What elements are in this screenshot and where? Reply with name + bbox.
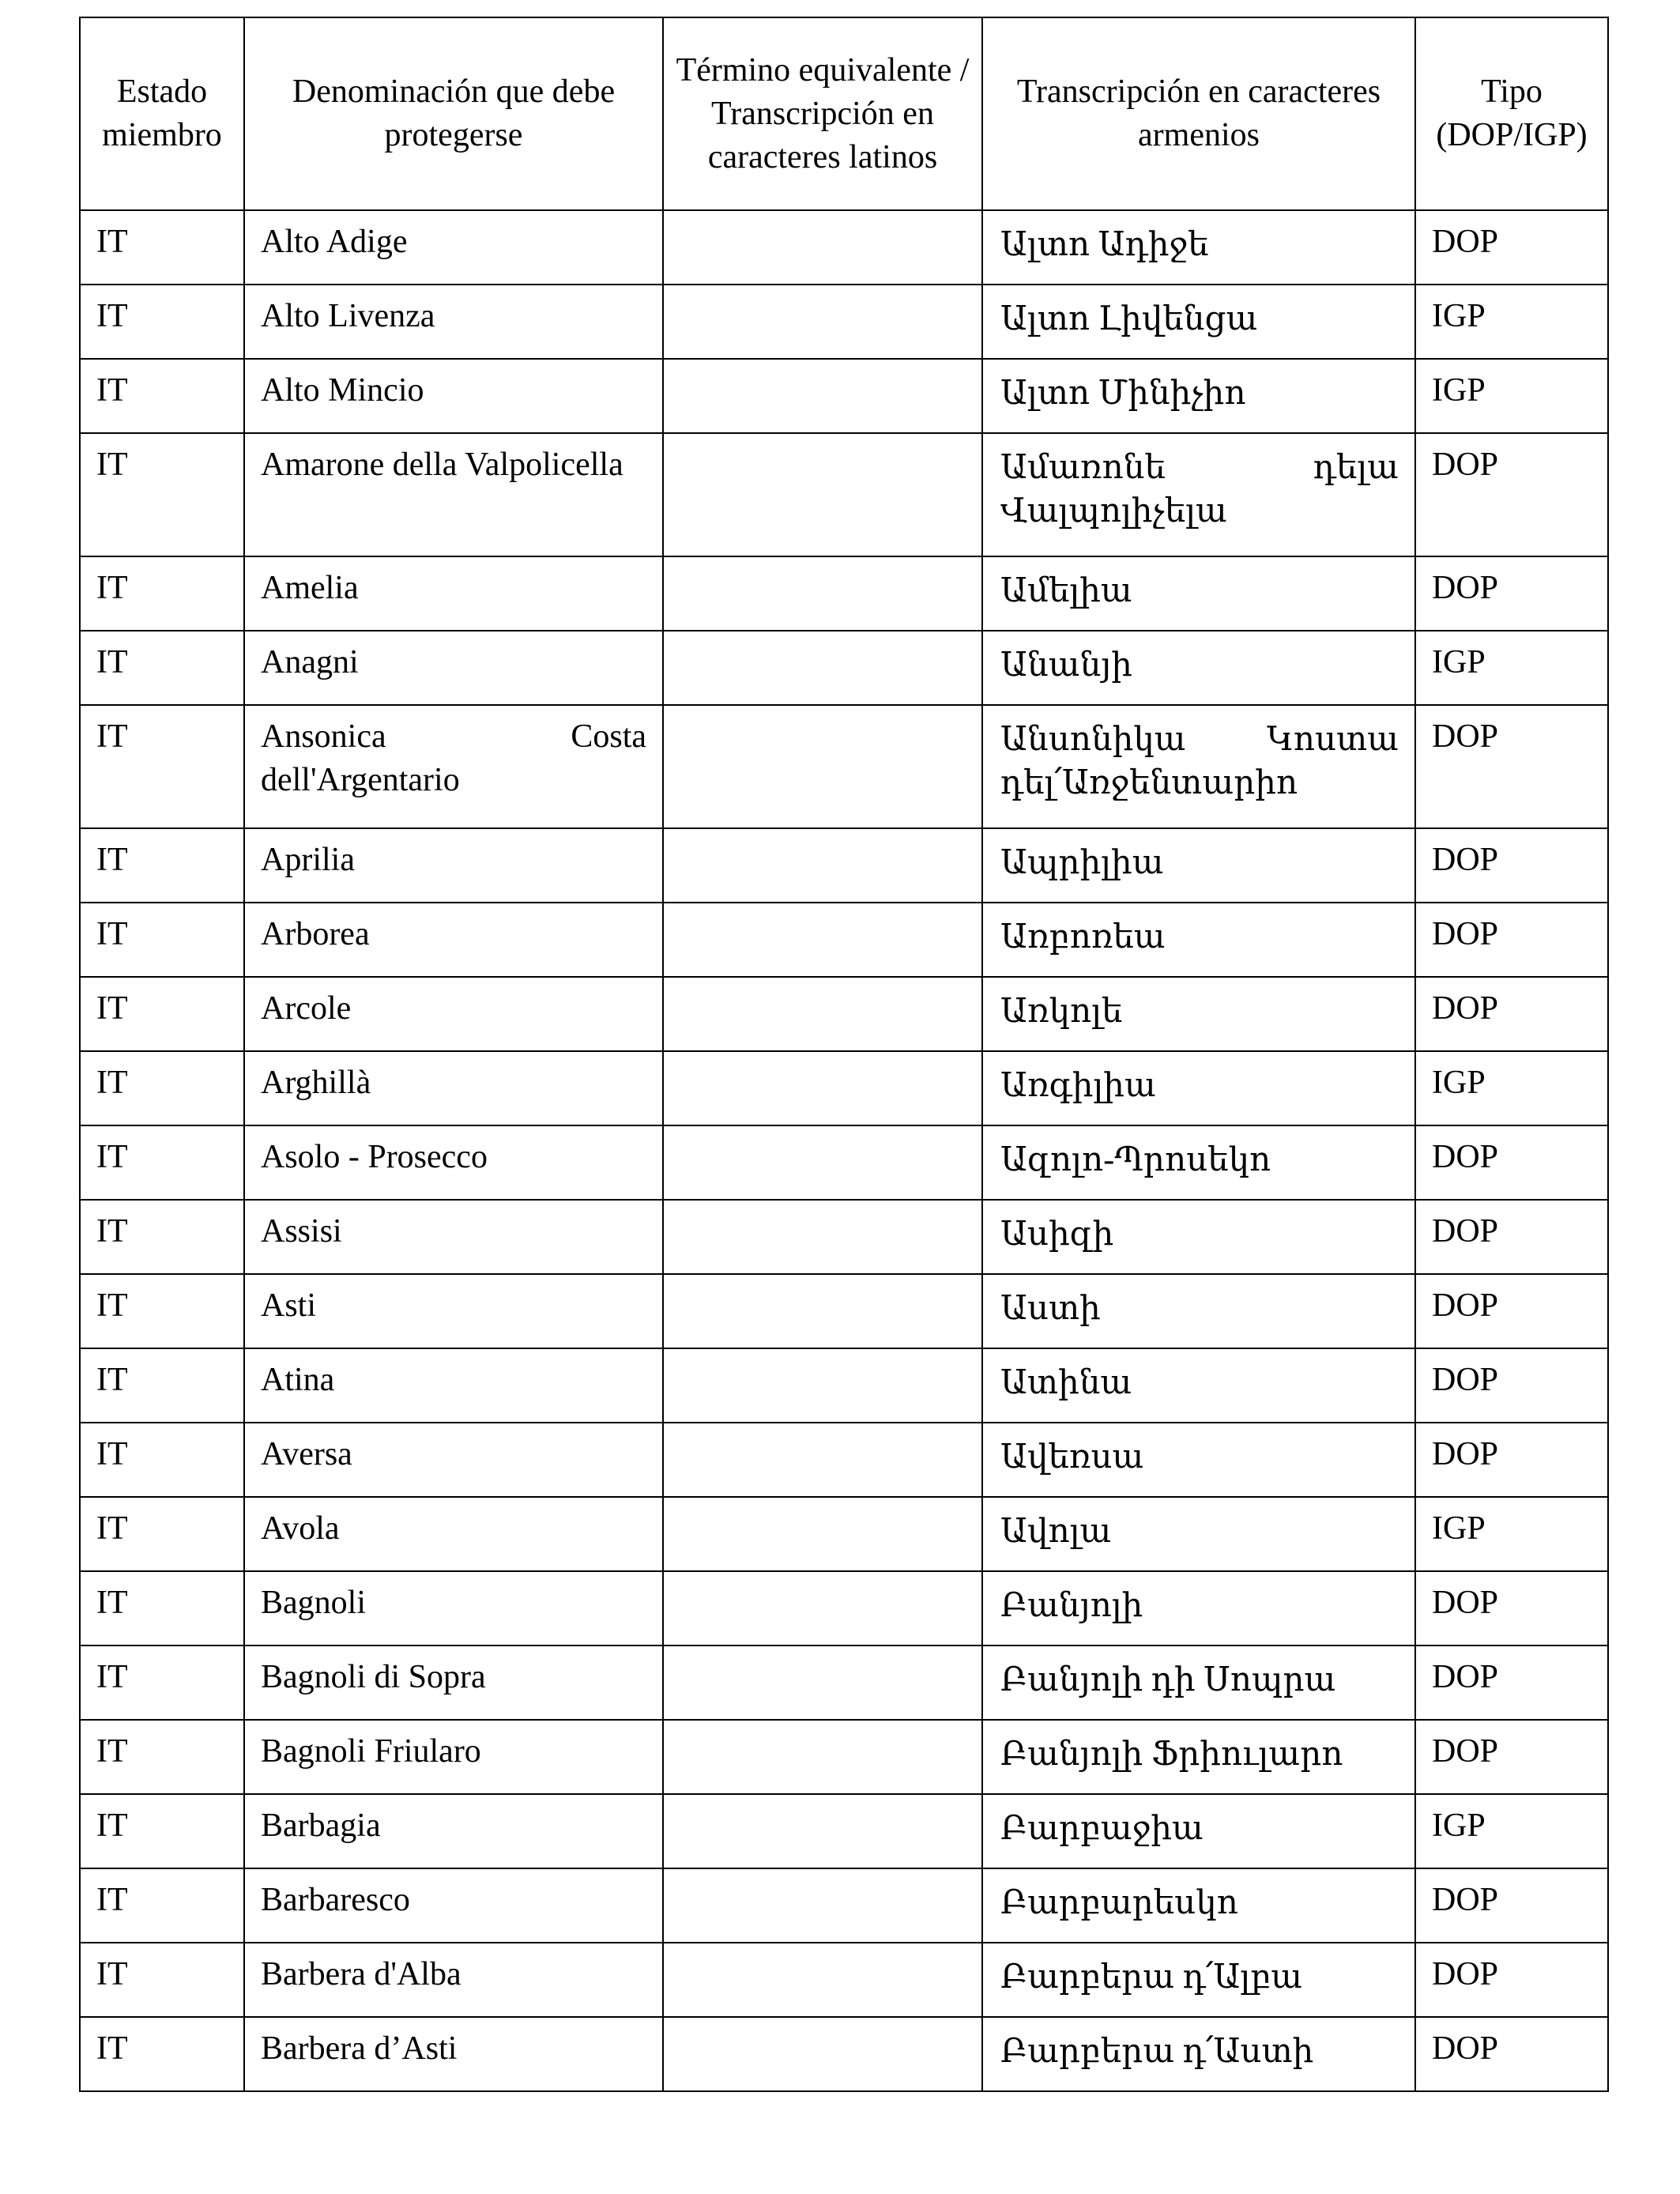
- member-state-cell: IT: [80, 359, 244, 433]
- armenian-transcription-cell: Ավեռսա: [982, 1423, 1415, 1497]
- header-member-state: Estado miembro: [80, 17, 244, 210]
- armenian-transcription-cell: Ամելիա: [982, 556, 1415, 631]
- table-row: [80, 1051, 1608, 1125]
- equivalent-term-cell: [663, 903, 982, 977]
- table-row: [80, 2017, 1608, 2091]
- member-state-cell: IT: [80, 1423, 244, 1497]
- member-state-cell: IT: [80, 433, 244, 556]
- armenian-transcription-cell: Ալտո Մինիչիո: [982, 359, 1415, 433]
- armenian-transcription-cell: Ալտո Լիվենցա: [982, 285, 1415, 359]
- member-state-cell: IT: [80, 705, 244, 828]
- type-cell: DOP: [1415, 1646, 1608, 1720]
- type-cell: IGP: [1415, 1051, 1608, 1125]
- type-cell: DOP: [1415, 903, 1608, 977]
- denomination-cell: Bagnoli: [244, 1571, 663, 1646]
- type-cell: DOP: [1415, 828, 1608, 903]
- equivalent-term-cell: [663, 1571, 982, 1646]
- member-state-cell: IT: [80, 1200, 244, 1274]
- denomination-cell: Anagni: [244, 631, 663, 705]
- denomination-cell: Aversa: [244, 1423, 663, 1497]
- type-cell: DOP: [1415, 210, 1608, 285]
- table-row: [80, 705, 1608, 828]
- equivalent-term-cell: [663, 359, 982, 433]
- type-cell: IGP: [1415, 1794, 1608, 1868]
- member-state-cell: IT: [80, 285, 244, 359]
- type-cell: DOP: [1415, 1200, 1608, 1274]
- denomination-cell: Atina: [244, 1348, 663, 1423]
- member-state-cell: IT: [80, 1274, 244, 1348]
- header-type: Tipo (DOP/IGP): [1415, 17, 1608, 210]
- member-state-cell: IT: [80, 1497, 244, 1571]
- member-state-cell: IT: [80, 1794, 244, 1868]
- denomination-cell: Amelia: [244, 556, 663, 631]
- armenian-transcription-cell: Առբոռեա: [982, 903, 1415, 977]
- type-cell: DOP: [1415, 705, 1608, 828]
- table-row: [80, 977, 1608, 1051]
- table-body: [80, 210, 1608, 2091]
- type-cell: DOP: [1415, 1125, 1608, 1200]
- table-header: [80, 17, 1608, 210]
- armenian-transcription-cell: Ապրիլիա: [982, 828, 1415, 903]
- equivalent-term-cell: [663, 1497, 982, 1571]
- armenian-transcription-cell: Բանյոլի: [982, 1571, 1415, 1646]
- table-row: [80, 903, 1608, 977]
- table-row: [80, 433, 1608, 556]
- denomination-cell: Alto Mincio: [244, 359, 663, 433]
- armenian-transcription-cell: Ամառոնե դելա Վալպոլիչելա: [982, 433, 1415, 556]
- equivalent-term-cell: [663, 705, 982, 828]
- table-row: [80, 359, 1608, 433]
- armenian-transcription-cell: Բարբաջիա: [982, 1794, 1415, 1868]
- denomination-cell: Asolo - Prosecco: [244, 1125, 663, 1200]
- denomination-cell: Arborea: [244, 903, 663, 977]
- denomination-cell: Alto Adige: [244, 210, 663, 285]
- table-row: [80, 1646, 1608, 1720]
- type-cell: DOP: [1415, 2017, 1608, 2091]
- armenian-transcription-cell: Անանյի: [982, 631, 1415, 705]
- member-state-cell: IT: [80, 977, 244, 1051]
- armenian-transcription-cell: Ազոլո-Պրոսեկո: [982, 1125, 1415, 1200]
- denomination-cell: Aprilia: [244, 828, 663, 903]
- member-state-cell: IT: [80, 903, 244, 977]
- type-cell: DOP: [1415, 1423, 1608, 1497]
- equivalent-term-cell: [663, 1274, 982, 1348]
- table-row: [80, 1274, 1608, 1348]
- equivalent-term-cell: [663, 631, 982, 705]
- armenian-transcription-cell: Բանյոլի դի Սոպրա: [982, 1646, 1415, 1720]
- table-row: [80, 1423, 1608, 1497]
- table-row: [80, 556, 1608, 631]
- armenian-transcription-cell: Ավոլա: [982, 1497, 1415, 1571]
- denomination-cell: Amarone della Valpolicella: [244, 433, 663, 556]
- denomination-cell: Arcole: [244, 977, 663, 1051]
- member-state-cell: IT: [80, 210, 244, 285]
- table-row: [80, 210, 1608, 285]
- armenian-transcription-cell: Անսոնիկա Կոստա դել՛Առջենտարիո: [982, 705, 1415, 828]
- equivalent-term-cell: [663, 1125, 982, 1200]
- header-row: [80, 17, 1608, 210]
- equivalent-term-cell: [663, 1200, 982, 1274]
- equivalent-term-cell: [663, 828, 982, 903]
- member-state-cell: IT: [80, 1868, 244, 1943]
- protected-denominations-table: [79, 17, 1609, 2092]
- denomination-cell: Barbagia: [244, 1794, 663, 1868]
- denomination-cell: Asti: [244, 1274, 663, 1348]
- equivalent-term-cell: [663, 556, 982, 631]
- type-cell: IGP: [1415, 285, 1608, 359]
- type-cell: DOP: [1415, 556, 1608, 631]
- member-state-cell: IT: [80, 1646, 244, 1720]
- type-cell: DOP: [1415, 1868, 1608, 1943]
- type-cell: DOP: [1415, 433, 1608, 556]
- member-state-cell: IT: [80, 2017, 244, 2091]
- denomination-cell: Bagnoli di Sopra: [244, 1646, 663, 1720]
- member-state-cell: IT: [80, 556, 244, 631]
- denomination-cell: Barbaresco: [244, 1868, 663, 1943]
- armenian-transcription-cell: Բարբերա դ՛Ալբա: [982, 1943, 1415, 2017]
- member-state-cell: IT: [80, 1943, 244, 2017]
- type-cell: DOP: [1415, 1348, 1608, 1423]
- table-row: [80, 1868, 1608, 1943]
- member-state-cell: IT: [80, 1348, 244, 1423]
- denomination-cell: Arghillà: [244, 1051, 663, 1125]
- member-state-cell: IT: [80, 1720, 244, 1794]
- equivalent-term-cell: [663, 285, 982, 359]
- denomination-cell: Bagnoli Friularo: [244, 1720, 663, 1794]
- armenian-transcription-cell: Բանյոլի Ֆրիուլարո: [982, 1720, 1415, 1794]
- equivalent-term-cell: [663, 1868, 982, 1943]
- equivalent-term-cell: [663, 210, 982, 285]
- type-cell: DOP: [1415, 1720, 1608, 1794]
- table-row: [80, 1125, 1608, 1200]
- equivalent-term-cell: [663, 433, 982, 556]
- armenian-transcription-cell: Ասիզի: [982, 1200, 1415, 1274]
- type-cell: IGP: [1415, 359, 1608, 433]
- header-armenian-transcription: Transcripción en caracteres armenios: [982, 17, 1415, 210]
- equivalent-term-cell: [663, 1646, 982, 1720]
- denomination-cell: Assisi: [244, 1200, 663, 1274]
- type-cell: DOP: [1415, 1943, 1608, 2017]
- armenian-transcription-cell: Առկոլե: [982, 977, 1415, 1051]
- equivalent-term-cell: [663, 1720, 982, 1794]
- denomination-cell: Barbera d’Asti: [244, 2017, 663, 2091]
- table-row: [80, 1571, 1608, 1646]
- denomination-cell: Avola: [244, 1497, 663, 1571]
- type-cell: DOP: [1415, 1274, 1608, 1348]
- equivalent-term-cell: [663, 1794, 982, 1868]
- denomination-cell: Alto Livenza: [244, 285, 663, 359]
- header-equivalent-term: Término equivalente / Transcripción en caracteres latinos: [663, 17, 982, 210]
- armenian-transcription-cell: Ատինա: [982, 1348, 1415, 1423]
- denomination-cell: Barbera d'Alba: [244, 1943, 663, 2017]
- armenian-transcription-cell: Բարբարեսկո: [982, 1868, 1415, 1943]
- header-denomination: Denominación que debe protegerse: [244, 17, 663, 210]
- type-cell: DOP: [1415, 1571, 1608, 1646]
- type-cell: DOP: [1415, 977, 1608, 1051]
- member-state-cell: IT: [80, 631, 244, 705]
- table-row: [80, 631, 1608, 705]
- equivalent-term-cell: [663, 2017, 982, 2091]
- armenian-transcription-cell: Առգիլիա: [982, 1051, 1415, 1125]
- table-row: [80, 1720, 1608, 1794]
- table-row: [80, 1348, 1608, 1423]
- table-row: [80, 1794, 1608, 1868]
- equivalent-term-cell: [663, 977, 982, 1051]
- denomination-cell: Ansonica Costa dell'Argentario: [244, 705, 663, 828]
- type-cell: IGP: [1415, 631, 1608, 705]
- armenian-transcription-cell: Աստի: [982, 1274, 1415, 1348]
- member-state-cell: IT: [80, 1051, 244, 1125]
- armenian-transcription-cell: Ալտո Ադիջե: [982, 210, 1415, 285]
- member-state-cell: IT: [80, 1125, 244, 1200]
- equivalent-term-cell: [663, 1423, 982, 1497]
- table-row: [80, 285, 1608, 359]
- equivalent-term-cell: [663, 1051, 982, 1125]
- member-state-cell: IT: [80, 1571, 244, 1646]
- table-row: [80, 828, 1608, 903]
- member-state-cell: IT: [80, 828, 244, 903]
- equivalent-term-cell: [663, 1348, 982, 1423]
- type-cell: IGP: [1415, 1497, 1608, 1571]
- equivalent-term-cell: [663, 1943, 982, 2017]
- table-row: [80, 1497, 1608, 1571]
- table-row: [80, 1200, 1608, 1274]
- table-row: [80, 1943, 1608, 2017]
- armenian-transcription-cell: Բարբերա դ՛Աստի: [982, 2017, 1415, 2091]
